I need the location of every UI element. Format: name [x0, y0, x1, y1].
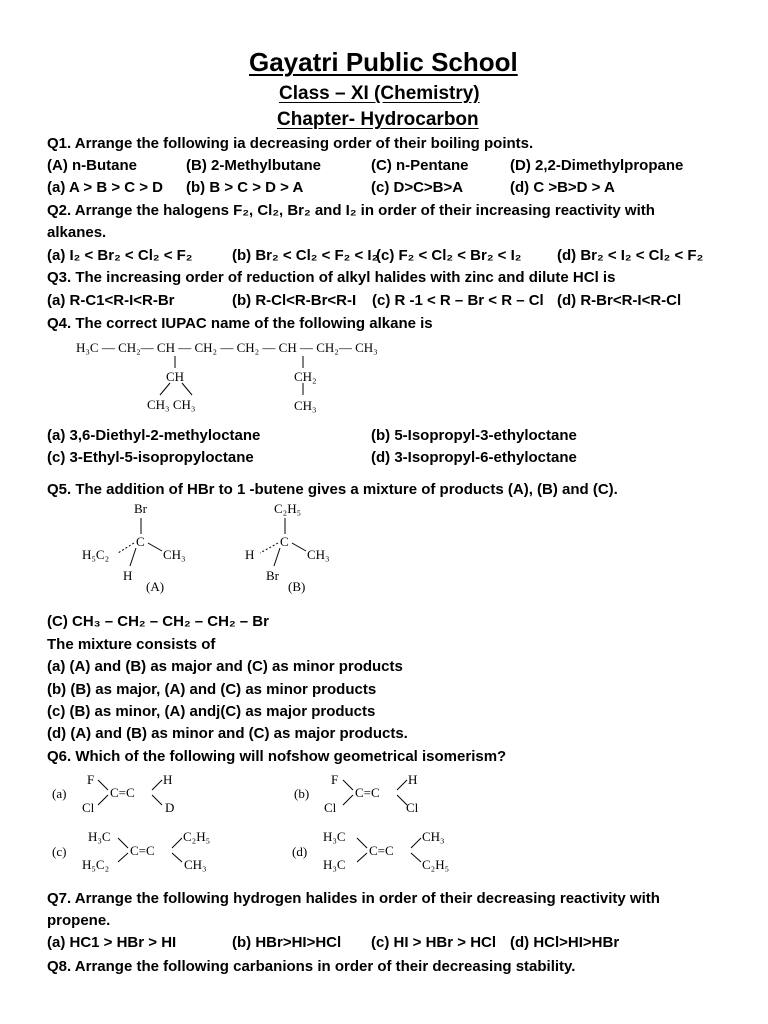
- q6-d-bl: H₃C: [323, 857, 346, 872]
- q2-option-d: (d) Br₂ < I₂ < Cl₂ < F₂: [557, 247, 704, 264]
- school-title: Gayatri Public School: [249, 47, 518, 77]
- q6-b-bl: Cl: [324, 800, 337, 815]
- q6-c-tl: H₃C: [88, 829, 111, 844]
- q1-option-c: (c) D>C>B>A: [371, 179, 464, 196]
- q6-d-br: C₂H₅: [422, 857, 450, 872]
- q6-question: Q6. Which of the following will nofshow geometrical isomerism?: [47, 748, 507, 765]
- q7-option-a: (a) HC1 > HBr > HI: [47, 934, 177, 951]
- q5-question: Q5. The addition of HBr to 1 -butene gives a mixture of products (A), (B) and (C).: [47, 481, 618, 498]
- q4-branch2-ch2: CH₂: [294, 369, 317, 384]
- q6-c-c: C=C: [130, 843, 155, 858]
- q5-product-c: (C) CH₃ – CH₂ – CH₂ – CH₂ – Br: [47, 613, 269, 630]
- q6-b-label: (b): [294, 786, 310, 801]
- q2-option-b: (b) Br₂ < Cl₂ < F₂ < I₂: [232, 247, 379, 264]
- q5-a-label: (A): [146, 579, 165, 594]
- q4-question: Q4. The correct IUPAC name of the following alkane is: [47, 315, 433, 332]
- q5-b-left: H: [245, 547, 255, 562]
- q1-option-d: (d) C >B>D > A: [510, 179, 615, 196]
- q1-item-b: (B) 2-Methylbutane: [186, 157, 321, 174]
- q5-b-top: C₂H₅: [274, 501, 302, 516]
- q5-b-bottom: Br: [266, 568, 279, 583]
- q5-a-top: Br: [134, 501, 147, 516]
- q6-a-br: D: [165, 800, 175, 815]
- q5-option-c: (c) (B) as minor, (A) andj(C) as major products: [47, 703, 376, 720]
- q5-option-a: (a) (A) and (B) as major and (C) as minor products: [47, 658, 403, 675]
- q6-a-tl: F: [87, 772, 95, 787]
- q7-question-line2: propene.: [47, 912, 111, 929]
- q4-branch1-ch: CH: [166, 369, 185, 384]
- q5-b-center: C: [280, 534, 289, 549]
- q2-option-c: (c) F₂ < Cl₂ < Br₂ < I₂: [376, 247, 522, 264]
- q4-branch1-methyls: CH₃ CH₃: [147, 397, 196, 412]
- q6-c-br: CH₃: [184, 857, 207, 872]
- q7-option-c: (c) HI > HBr > HCl: [371, 934, 497, 951]
- q4-option-b: (b) 5-Isopropyl-3-ethyloctane: [371, 427, 577, 444]
- q6-d-tr: CH₃: [422, 829, 445, 844]
- q2-option-a: (a) I₂ < Br₂ < Cl₂ < F₂: [47, 247, 193, 264]
- q3-question: Q3. The increasing order of reduction of alkyl halides with zinc and dilute HCl is: [47, 269, 616, 286]
- q6-c-bl: H₅C₂: [82, 857, 110, 872]
- q1-option-b: (b) B > C > D > A: [186, 179, 304, 196]
- q2-question-line1: Q2. Arrange the halogens F₂, Cl₂, Br₂ and I₂ in order of their increasing reactivity with: [47, 202, 655, 219]
- q4-option-a: (a) 3,6-Diethyl-2-methyloctane: [47, 427, 261, 444]
- chapter-line: Chapter- Hydrocarbon: [277, 109, 479, 130]
- q6-d-c: C=C: [369, 843, 394, 858]
- q7-question-line1: Q7. Arrange the following hydrogen halides in order of their decreasing reactivity with: [47, 890, 660, 907]
- q6-c-tr: C₂H₅: [183, 829, 211, 844]
- q6-b-br: Cl: [406, 800, 419, 815]
- q5-a-center: C: [136, 534, 145, 549]
- q6-a-bl: Cl: [82, 800, 95, 815]
- q5-a-right: CH₃: [163, 547, 186, 562]
- q1-item-d: (D) 2,2-Dimethylpropane: [510, 157, 684, 174]
- q1-item-c: (C) n-Pentane: [371, 157, 469, 174]
- q5-a-bottom: H: [123, 568, 133, 583]
- q8-question: Q8. Arrange the following carbanions in order of their decreasing stability.: [47, 958, 576, 975]
- q7-option-b: (b) HBr>HI>HCl: [232, 934, 342, 951]
- q6-a-label: (a): [52, 786, 67, 801]
- q6-b-c: C=C: [355, 785, 380, 800]
- q5-option-b: (b) (B) as major, (A) and (C) as minor products: [47, 681, 377, 698]
- q5-b-label: (B): [288, 579, 306, 594]
- q6-a-tr: H: [163, 772, 173, 787]
- q4-branch2-ch3: CH₃: [294, 398, 317, 413]
- q5-stem: The mixture consists of: [47, 636, 216, 653]
- q6-b-tr: H: [408, 772, 418, 787]
- q7-option-d: (d) HCl>HI>HBr: [510, 934, 620, 951]
- q5-a-left: H₅C₂: [82, 547, 110, 562]
- q4-option-d: (d) 3-Isopropyl-6-ethyloctane: [371, 449, 577, 466]
- q1-item-a: (A) n-Butane: [47, 157, 137, 174]
- q6-c-label: (c): [52, 844, 67, 859]
- q5-option-d: (d) (A) and (B) as minor and (C) as major products.: [47, 725, 408, 742]
- q1-option-a: (a) A > B > C > D: [47, 179, 164, 196]
- q6-a-c: C=C: [110, 785, 135, 800]
- q6-d-tl: H₃C: [323, 829, 346, 844]
- q1-question: Q1. Arrange the following ia decreasing order of their boiling points.: [47, 135, 534, 152]
- q3-option-c: (c) R -1 < R – Br < R – Cl: [372, 292, 544, 309]
- q4-option-c: (c) 3-Ethyl-5-isopropyloctane: [47, 449, 254, 466]
- q3-option-a: (a) R-C1<R-I<R-Br: [47, 292, 175, 309]
- q3-option-d: (d) R-Br<R-I<R-Cl: [557, 292, 682, 309]
- class-line: Class – XI (Chemistry): [279, 83, 480, 104]
- q6-b-tl: F: [331, 772, 339, 787]
- q5-b-right: CH₃: [307, 547, 330, 562]
- q3-option-b: (b) R-Cl<R-Br<R-I: [232, 292, 357, 309]
- q4-main-chain: H₃C — CH₂— CH — CH₂ — CH₂ — CH — CH₂— CH₃: [76, 340, 378, 355]
- q2-question-line2: alkanes.: [47, 224, 107, 241]
- q6-d-label: (d): [292, 844, 308, 859]
